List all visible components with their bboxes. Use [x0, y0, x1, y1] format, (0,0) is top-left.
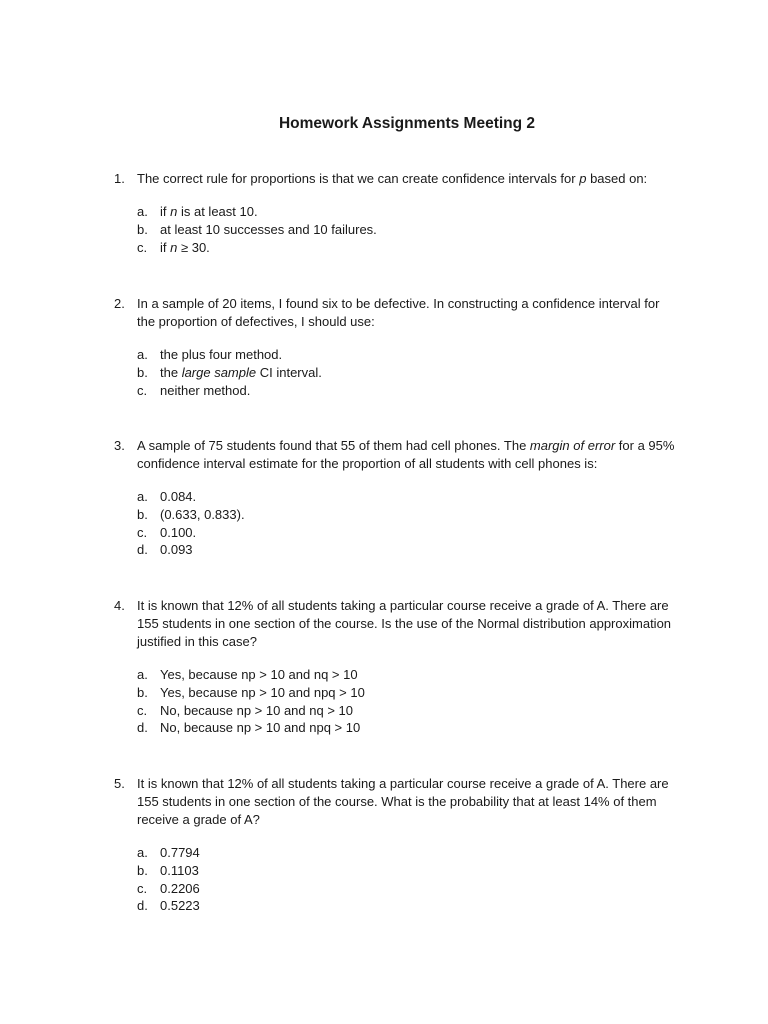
option-text: 0.7794: [160, 845, 200, 860]
question-text: In a sample of 20 items, I found six to be defective. In constructing a confidence interval for the proportion of defectives, I should use:: [137, 296, 660, 329]
answer-option: [0, 488, 768, 506]
option-text: (0.633, 0.833).: [160, 506, 245, 522]
option-text: the plus four method.: [160, 347, 283, 362]
answer-option: [0, 880, 768, 898]
option-letter: a.: [137, 489, 148, 504]
answer-option: [0, 541, 768, 559]
answer-option: [0, 862, 768, 880]
option-letter: a.: [137, 667, 148, 682]
option-text: 0.093: [160, 542, 193, 558]
answer-option: [0, 382, 768, 400]
option-text: 0.2206: [160, 880, 200, 896]
option-letter: a.: [137, 347, 148, 362]
option-letter: c.: [137, 239, 148, 255]
question-text: A sample of 75 students found that 55 of them had cell phones. The margin of error for a 95% confidence interval estimate for the proportion of all students with cell phones is:: [137, 438, 675, 471]
question-1: [0, 170, 768, 295]
option-letter: c.: [137, 524, 148, 540]
option-letter: c.: [137, 880, 148, 896]
question-number: 1.: [114, 171, 125, 186]
answer-options: [0, 203, 768, 256]
answer-option: [0, 702, 768, 720]
answer-option: [0, 203, 768, 221]
option-letter: b.: [137, 862, 148, 878]
option-text: No, because np > 10 and npq > 10: [160, 720, 361, 736]
answer-option: [0, 239, 768, 257]
option-letter: b.: [137, 221, 148, 237]
option-text: 0.100.: [160, 524, 197, 540]
option-text: Yes, because np > 10 and nq > 10: [160, 667, 358, 682]
question-number: 2.: [114, 296, 125, 311]
option-letter: c.: [137, 382, 148, 398]
answer-option: [0, 719, 768, 737]
option-text: if n is at least 10.: [160, 204, 258, 219]
option-letter: d.: [137, 542, 148, 558]
option-letter: d.: [137, 720, 148, 736]
option-letter: a.: [137, 845, 148, 860]
option-letter: b.: [137, 506, 148, 522]
question-list: [0, 170, 768, 925]
answer-options: [0, 488, 768, 559]
question-text: It is known that 12% of all students taking a particular course receive a grade of A. There are 155 students in one section of the course. Is the use of the Normal distribution approximation justified in this case?: [137, 598, 672, 649]
answer-option: [0, 506, 768, 524]
option-text: Yes, because np > 10 and npq > 10: [160, 684, 365, 700]
answer-option: [0, 897, 768, 915]
option-letter: b.: [137, 364, 148, 380]
answer-option: [0, 666, 768, 684]
option-text: 0.084.: [160, 489, 197, 504]
answer-option: [0, 524, 768, 542]
option-text: 0.5223: [160, 898, 200, 914]
question-number: 4.: [114, 598, 125, 613]
answer-option: [0, 364, 768, 382]
question-text: It is known that 12% of all students taking a particular course receive a grade of A. There are 155 students in one section of the course. What is the probability that at least 14% of them receive a grade of A?: [137, 776, 669, 827]
question-3: [0, 437, 768, 597]
answer-option: [0, 844, 768, 862]
option-letter: d.: [137, 898, 148, 914]
question-5: [0, 775, 768, 925]
option-text: No, because np > 10 and nq > 10: [160, 702, 353, 718]
answer-options: [0, 346, 768, 399]
option-letter: a.: [137, 204, 148, 219]
option-text: neither method.: [160, 382, 251, 398]
option-text: at least 10 successes and 10 failures.: [160, 221, 377, 237]
option-letter: b.: [137, 684, 148, 700]
question-number: 5.: [114, 776, 125, 791]
question-2: [0, 295, 768, 437]
question-number: 3.: [114, 438, 125, 453]
option-text: the large sample CI interval.: [160, 364, 322, 380]
answer-option: [0, 684, 768, 702]
option-letter: c.: [137, 702, 148, 718]
question-text: The correct rule for proportions is that we can create confidence intervals for p based on:: [137, 171, 648, 186]
answer-options: [0, 844, 768, 915]
option-text: if n ≥ 30.: [160, 239, 210, 255]
page-title: Homework Assignments Meeting 2: [278, 115, 536, 132]
answer-option: [0, 221, 768, 239]
option-text: 0.1103: [160, 862, 199, 878]
answer-option: [0, 346, 768, 364]
question-4: [0, 597, 768, 775]
answer-options: [0, 666, 768, 737]
